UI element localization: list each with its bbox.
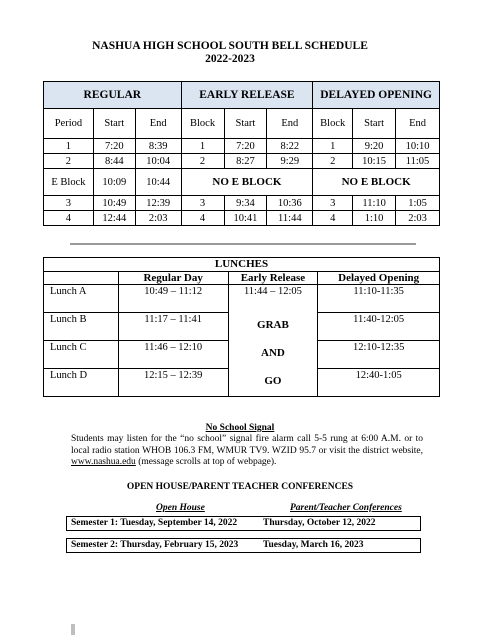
table-cell: 2: [181, 154, 224, 169]
table-row: [44, 196, 440, 211]
table-cell: 12:39: [135, 196, 181, 211]
lunch-delayed: 11:40-12:05: [318, 313, 440, 341]
table-cell: 3: [181, 196, 224, 211]
table-cell: 11:05: [396, 154, 440, 169]
table-row: [44, 139, 440, 154]
no-e-block-early: NO E BLOCK: [181, 169, 313, 196]
table-cell: 10:41: [224, 211, 267, 226]
table-cell: 2:03: [135, 211, 181, 226]
semester-2-open-house: Semester 2: Thursday, February 15, 2023: [71, 540, 239, 550]
lunch-table: [43, 257, 440, 397]
table-row: [44, 169, 440, 196]
table-cell: 8:39: [135, 139, 181, 154]
table-cell: 4: [181, 211, 224, 226]
col-header: Regular Day: [118, 272, 228, 285]
table-row: [44, 313, 440, 341]
table-cell: 1: [44, 139, 94, 154]
col-header: Start: [93, 109, 135, 139]
section-delayed-opening: DELAYED OPENING: [313, 82, 440, 109]
lunch-early: 11:44 – 12:05: [228, 285, 318, 313]
table-cell: 3: [313, 196, 353, 211]
section-early-release: EARLY RELEASE: [181, 82, 313, 109]
table-cell: 12:44: [93, 211, 135, 226]
table-cell: 7:20: [224, 139, 267, 154]
no-e-block-delayed: NO E BLOCK: [313, 169, 440, 196]
table-row: [44, 211, 440, 226]
col-header: [44, 272, 119, 285]
bell-schedule-table: [43, 81, 440, 226]
semester-2-conference: Tuesday, March 16, 2023: [263, 540, 364, 550]
table-cell: 1: [181, 139, 224, 154]
no-school-text: [71, 434, 423, 469]
grab-and-go-word: AND: [261, 346, 285, 359]
table-cell: 9:29: [267, 154, 313, 169]
open-house-column-header: Open House: [156, 503, 205, 513]
lunch-regular: 11:17 – 11:41: [118, 313, 228, 341]
table-cell: 4: [44, 211, 94, 226]
col-header: Start: [224, 109, 267, 139]
col-header: Start: [353, 109, 396, 139]
table-cell: 10:10: [396, 139, 440, 154]
col-header: End: [135, 109, 181, 139]
no-school-text-after: (message scrolls at top of webpage).: [135, 457, 277, 467]
lunch-name: Lunch B: [44, 313, 119, 341]
conferences-column-header: Parent/Teacher Conferences: [290, 503, 402, 513]
table-cell: 1: [313, 139, 353, 154]
lunch-early: [228, 313, 318, 341]
lunch-title: LUNCHES: [44, 258, 440, 272]
col-header: Early Release: [228, 272, 318, 285]
table-cell: 10:15: [353, 154, 396, 169]
divider: [70, 243, 416, 245]
semester-1-conference: Thursday, October 12, 2022: [263, 518, 376, 528]
table-cell: 8:27: [224, 154, 267, 169]
table-cell: 3: [44, 196, 94, 211]
table-cell: 10:44: [135, 169, 181, 196]
lunch-early: [228, 341, 318, 369]
table-cell: 11:10: [353, 196, 396, 211]
table-cell: 10:04: [135, 154, 181, 169]
col-header: Delayed Opening: [318, 272, 440, 285]
district-website-link[interactable]: www.nashua.edu: [71, 457, 136, 467]
lunch-delayed: 11:10-11:35: [318, 285, 440, 313]
col-header: End: [267, 109, 313, 139]
no-school-title: No School Signal: [205, 423, 275, 433]
table-cell: 4: [313, 211, 353, 226]
table-row: [44, 369, 440, 397]
lunch-delayed: 12:10-12:35: [318, 341, 440, 369]
col-header: End: [396, 109, 440, 139]
table-cell: 9:20: [353, 139, 396, 154]
table-cell: 2: [44, 154, 94, 169]
col-header: Block: [181, 109, 224, 139]
lunch-regular: 12:15 – 12:39: [118, 369, 228, 397]
open-house-title: OPEN HOUSE/PARENT TEACHER CONFERENCES: [126, 482, 354, 492]
semester-1-open-house: Semester 1: Tuesday, September 14, 2022: [71, 518, 238, 528]
lunch-name: Lunch D: [44, 369, 119, 397]
lunch-name: Lunch C: [44, 341, 119, 369]
col-header: Period: [44, 109, 94, 139]
table-row: [44, 154, 440, 169]
table-cell: 10:09: [93, 169, 135, 196]
table-cell: 1:10: [353, 211, 396, 226]
lunch-regular: 11:46 – 12:10: [118, 341, 228, 369]
table-cell: 1:05: [396, 196, 440, 211]
table-cell: 8:22: [267, 139, 313, 154]
table-cell: 2: [313, 154, 353, 169]
table-cell: 7:20: [93, 139, 135, 154]
table-cell: 10:49: [93, 196, 135, 211]
section-regular: REGULAR: [44, 82, 182, 109]
table-cell: 10:36: [267, 196, 313, 211]
semester-1-box: [66, 516, 421, 531]
table-cell: E Block: [44, 169, 94, 196]
table-row: [44, 285, 440, 313]
page-marker: [71, 624, 75, 635]
table-cell: 11:44: [267, 211, 313, 226]
lunch-delayed: 12:40-1:05: [318, 369, 440, 397]
lunch-regular: 10:49 – 11:12: [118, 285, 228, 313]
grab-and-go-word: GRAB: [257, 318, 289, 331]
lunch-name: Lunch A: [44, 285, 119, 313]
table-row: [44, 341, 440, 369]
table-cell: 2:03: [396, 211, 440, 226]
col-header: Block: [313, 109, 353, 139]
no-school-text-before: Students may listen for the “no school” signal fire alarm call 5-5 rung at 6:00 A.M. or to local radio station WHOB 106.3 FM, WMUR TV9. WZID 95.7 or visit the district website,: [71, 434, 423, 456]
schedule-title: NASHUA HIGH SCHOOL SOUTH BELL SCHEDULE: [92, 40, 368, 52]
semester-2-box: [66, 538, 421, 553]
schedule-year: 2022-2023: [205, 53, 255, 65]
lunch-early: [228, 369, 318, 397]
table-cell: 8:44: [93, 154, 135, 169]
grab-and-go-word: GO: [264, 374, 282, 387]
table-cell: 9:34: [224, 196, 267, 211]
